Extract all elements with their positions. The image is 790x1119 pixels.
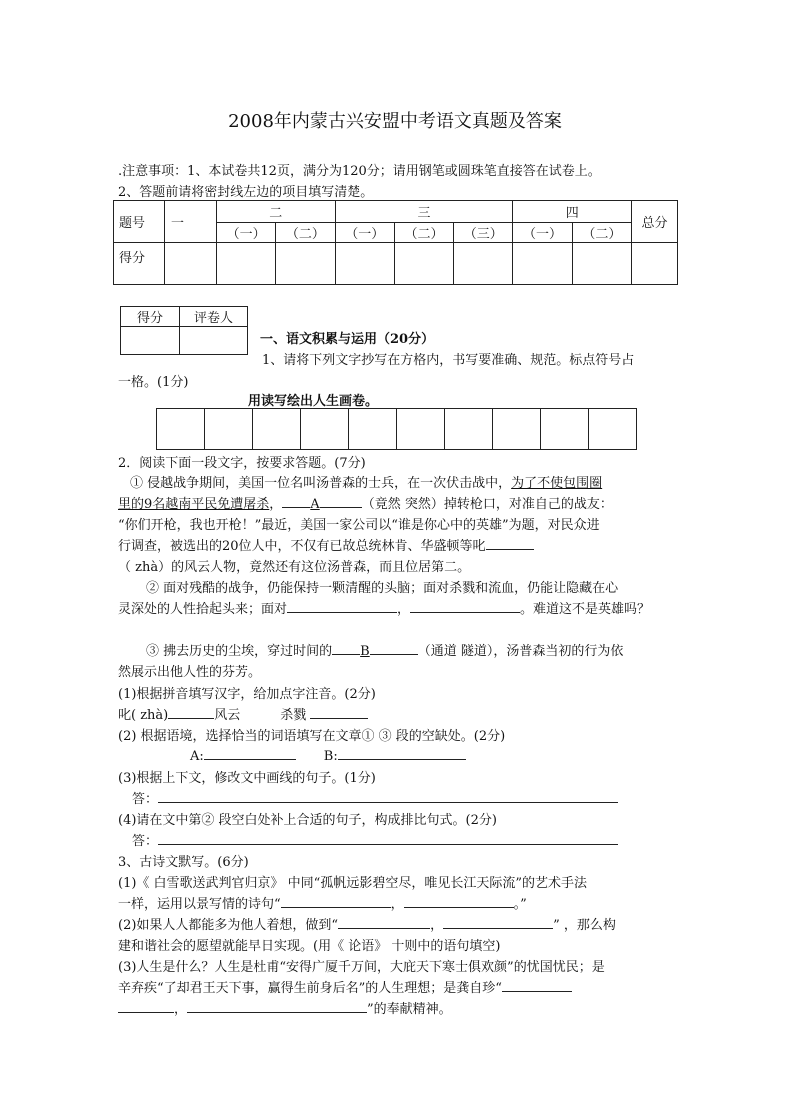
answer-b[interactable] <box>338 746 466 760</box>
sub-2-2: （二） <box>276 223 335 243</box>
header-section-1: 一 <box>165 201 217 243</box>
grader-name-label: 评卷人 <box>180 307 248 327</box>
sub-3-3: （三） <box>454 223 513 243</box>
header-section-2: 二 <box>217 201 336 223</box>
poem-blank-2[interactable] <box>404 894 514 908</box>
writing-grid <box>157 408 637 450</box>
gong-blank-1b[interactable] <box>118 999 174 1013</box>
q3-part1-line2: 一样，运用以景写情的诗句“ ， 。” <box>118 893 527 912</box>
blank-a-pre[interactable] <box>282 494 310 508</box>
q2-heading: 2．阅读下面一段文字，按要求答题。(7分) <box>118 456 366 471</box>
passage-p2: ② 面对残酷的战争，仍能保持一颗清醒的头脑；面对杀戮和流血，仍能让隐藏在心 <box>146 581 619 596</box>
grid-cell[interactable] <box>252 408 301 450</box>
note-line-1: .注意事项：1、本试卷共12页，满分为120分；请用钢笔或圆珠笔直接答在试卷上。 <box>118 164 601 179</box>
answer-lu[interactable] <box>310 705 368 719</box>
sub-question-2-answers: A: B: <box>190 746 466 764</box>
sub-question-1-answers: 叱( zhà) 风云 杀戮 <box>118 704 368 723</box>
q3-part3-line2: 辛弃疾“了却君王天下事，赢得生前身后名”的人生理想；是龚自珍“ <box>118 977 572 996</box>
passage-p1: ① 侵越战争期间，美国一位名叫汤普森的士兵，在一次伏击战中，为了不使包围圈 <box>130 476 603 491</box>
grid-cell[interactable] <box>492 408 541 450</box>
score-cell[interactable] <box>513 243 572 285</box>
underlined-sentence: 为了不使包围圈 <box>511 476 603 491</box>
sub-4-2: （二） <box>572 223 631 243</box>
score-cell[interactable] <box>632 243 678 285</box>
blank-b-pre[interactable] <box>332 641 360 655</box>
blank-a-post[interactable] <box>320 494 362 508</box>
sub-question-4: (4)请在文中第② 段空白处补上合适的句子，构成排比句式。(2分) <box>118 813 497 828</box>
sub-2-1: （一） <box>217 223 276 243</box>
score-cell[interactable] <box>394 243 453 285</box>
grid-cell[interactable] <box>396 408 445 450</box>
sub-question-3-answer: 答： <box>132 788 618 807</box>
grid-cell[interactable] <box>444 408 493 450</box>
blank-b-label: B <box>360 644 370 659</box>
passage-p3: ③ 拂去历史的尘埃，穿过时间的 B （通道 隧道），汤普森当初的行为依 <box>146 640 623 659</box>
passage-p1-line3: “你们开枪，我也开枪！”最近，美国一家公司以“谁是你心中的英雄”为题，对民众进 <box>118 518 600 533</box>
sub-4-1: （一） <box>513 223 572 243</box>
passage-p3-line2: 然展示出他人性的芬芳。 <box>118 665 262 680</box>
sub-question-3: (3)根据上下文，修改文中画线的句子。(1分) <box>118 771 376 786</box>
grader-table <box>120 306 248 355</box>
q3-part3-line1: (3)人生是什么？人生是杜甫“安得广厦千万间，大庇天下寒士俱欢颜”的忧国忧民；是 <box>118 960 605 975</box>
grader-name-cell[interactable] <box>180 327 248 355</box>
q3-heading: 3、古诗文默写。(6分) <box>118 855 249 870</box>
q3-part3-line3: ， ”的奉献精神。 <box>118 998 452 1017</box>
passage-p2-line2: 灵深处的人性拾起头来；面对 ， 。难道这不是英雄吗？ <box>118 598 650 617</box>
sub-3-1: （一） <box>335 223 394 243</box>
passage-p1-line2: 里的9名越南平民免遭屠杀， A （竟然 突然）掉转枪口，对准自己的战友： <box>118 493 613 512</box>
page-title: 2008年内蒙古兴安盟中考语文真题及答案 <box>228 111 562 132</box>
header-section-3: 三 <box>335 201 513 223</box>
header-section-4: 四 <box>513 201 632 223</box>
grader-score-label: 得分 <box>121 307 180 327</box>
row-label-score: 得分 <box>114 243 165 285</box>
header-total: 总分 <box>632 201 678 243</box>
score-cell[interactable] <box>217 243 276 285</box>
passage-p1-line5: （ zhà）的风云人物，竟然还有这位汤普森，而且位居第二。 <box>118 560 471 575</box>
grid-cell[interactable] <box>300 408 349 450</box>
grid-cell[interactable] <box>540 408 589 450</box>
sub-3-2: （二） <box>394 223 453 243</box>
grid-cell[interactable] <box>156 408 205 450</box>
grid-cell[interactable] <box>204 408 253 450</box>
blank-p2-2[interactable] <box>410 599 520 613</box>
q1-instruction-cont: 一格。(1分) <box>118 375 189 390</box>
score-cell[interactable] <box>454 243 513 285</box>
grid-cell[interactable] <box>588 408 637 450</box>
answer-a[interactable] <box>204 746 296 760</box>
gong-blank-1a[interactable] <box>502 978 572 992</box>
score-table <box>113 200 678 285</box>
lunyu-blank-1[interactable] <box>338 915 430 929</box>
score-cell[interactable] <box>165 243 217 285</box>
answer-line-3[interactable] <box>158 789 618 803</box>
answer-zha[interactable] <box>168 705 214 719</box>
blank-a-label: A <box>310 497 320 512</box>
grid-cell[interactable] <box>348 408 397 450</box>
score-cell[interactable] <box>276 243 335 285</box>
blank-b-post[interactable] <box>370 641 418 655</box>
note-line-2: 2、答题前请将密封线左边的项目填写清楚。 <box>118 185 374 200</box>
q3-part2-line1: (2)如果人人都能多为他人着想，做到“ ， ” ，那么构 <box>118 914 616 933</box>
grader-score-cell[interactable] <box>121 327 180 355</box>
sub-question-4-answer: 答： <box>132 830 618 849</box>
q3-part1-line1: (1)《 白雪歌送武判官归京》 中同“孤帆远影碧空尽，唯见长江天际流”的艺术手法 <box>118 876 587 891</box>
blank-zha[interactable] <box>486 536 534 550</box>
answer-line-4[interactable] <box>158 831 618 845</box>
score-cell[interactable] <box>335 243 394 285</box>
gong-blank-2[interactable] <box>187 999 367 1013</box>
q1-instruction: 1、请将下列文字抄写在方格内，书写要准确、规范。标点符号占 <box>262 353 635 368</box>
score-cell[interactable] <box>572 243 631 285</box>
lunyu-blank-2[interactable] <box>443 915 553 929</box>
sub-question-2: (2) 根据语境，选择恰当的词语填写在文章① ③ 段的空缺处。(2分) <box>118 729 506 744</box>
section-1-heading: 一、语文积累与运用（20分） <box>260 332 435 347</box>
header-tihao: 题号 <box>114 201 165 243</box>
sub-question-1: (1)根据拼音填写汉字，给加点字注音。(2分) <box>118 687 376 702</box>
passage-p1-line4: 行调查，被选出的20位人中，不仅有已故总统林肯、华盛顿等叱 <box>118 535 534 554</box>
q3-part2-line2: 建和谐社会的愿望就能早日实现。(用《 论语》 十则中的语句填空) <box>118 939 501 954</box>
blank-p2-1[interactable] <box>287 599 397 613</box>
q1-copy-text: 用读写绘出人生画卷。 <box>248 394 379 409</box>
underlined-sentence-cont: 里的9名越南平民免遭屠杀 <box>118 497 270 512</box>
poem-blank-1[interactable] <box>281 894 391 908</box>
